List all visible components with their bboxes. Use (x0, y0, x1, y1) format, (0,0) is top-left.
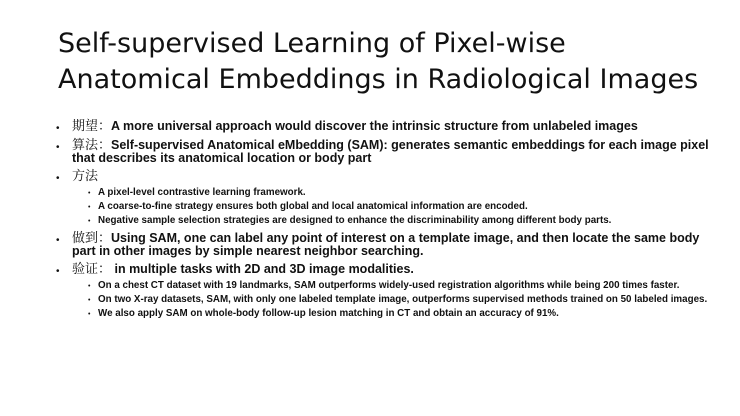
sub-bullet-dot-icon: • (88, 190, 91, 197)
sub-bullet-text: Negative sample selection strategies are designed to enhance the discriminability among different body parts. (98, 215, 612, 226)
sub-bullet-text: A coarse-to-fine strategy ensures both global and local anatomical information are encoded. (98, 201, 528, 212)
sub-bullet-text: We also apply SAM on whole-body follow-up lesion matching in CT and obtain an accuracy of 91%. (98, 308, 559, 319)
bullet-algorithm (56, 139, 726, 164)
sub-bullet-text: On two X-ray datasets, SAM, with only one labeled template image, outperforms supervised methods trained on 50 labeled images. (98, 294, 708, 305)
bullet-validation (56, 263, 726, 276)
sub-bullet-dot-icon: • (88, 297, 91, 304)
bullet-text: A more universal approach would discover the intrinsic structure from unlabeled images (111, 119, 638, 133)
title-line-1: Self-supervised Learning of Pixel-wise (58, 28, 566, 59)
bullet-label: 验证： (72, 262, 112, 277)
sub-bullet-method-3 (56, 216, 726, 226)
sub-bullet-text: A pixel-level contrastive learning framework. (98, 187, 306, 198)
sub-bullet-method-1 (56, 188, 726, 198)
bullet-expectation (56, 120, 726, 133)
bullet-dot-icon: • (56, 266, 60, 277)
bullet-label: 做到： (72, 231, 112, 246)
sub-bullet-validation-1 (56, 281, 726, 291)
sub-bullet-dot-icon: • (88, 311, 91, 318)
sub-bullet-validation-3 (56, 309, 726, 319)
bullet-dot-icon: • (56, 235, 60, 246)
bullet-dot-icon: • (56, 173, 60, 184)
sub-bullet-validation-2 (56, 295, 726, 305)
bullet-label: 算法： (72, 138, 112, 153)
bullet-text: in multiple tasks with 2D and 3D image modalities. (111, 262, 414, 276)
bullet-method (56, 170, 726, 183)
bullet-dot-icon: • (56, 123, 60, 134)
sub-bullet-dot-icon: • (88, 218, 91, 225)
bullet-achievement (56, 232, 726, 257)
sub-bullet-dot-icon: • (88, 283, 91, 290)
bullet-label: 方法 (72, 169, 99, 184)
bullet-label: 期望： (72, 119, 112, 134)
bullet-dot-icon: • (56, 142, 60, 153)
bullet-text: Using SAM, one can label any point of interest on a template image, and then locate the same body part in other images by simple nearest neighbor searching. (72, 231, 700, 258)
bullet-list (56, 120, 726, 323)
title-line-2: Anatomical Embeddings in Radiological Images (58, 64, 699, 95)
sub-bullet-method-2 (56, 202, 726, 212)
sub-bullet-text: On a chest CT dataset with 19 landmarks, SAM outperforms widely-used registration algorithms while being 200 times faster. (98, 280, 680, 291)
slide-title (58, 26, 718, 98)
bullet-text: Self-supervised Anatomical eMbedding (SAM): generates semantic embeddings for each image pixel that describes its anatomical location or body part (72, 138, 709, 165)
sub-bullet-dot-icon: • (88, 204, 91, 211)
